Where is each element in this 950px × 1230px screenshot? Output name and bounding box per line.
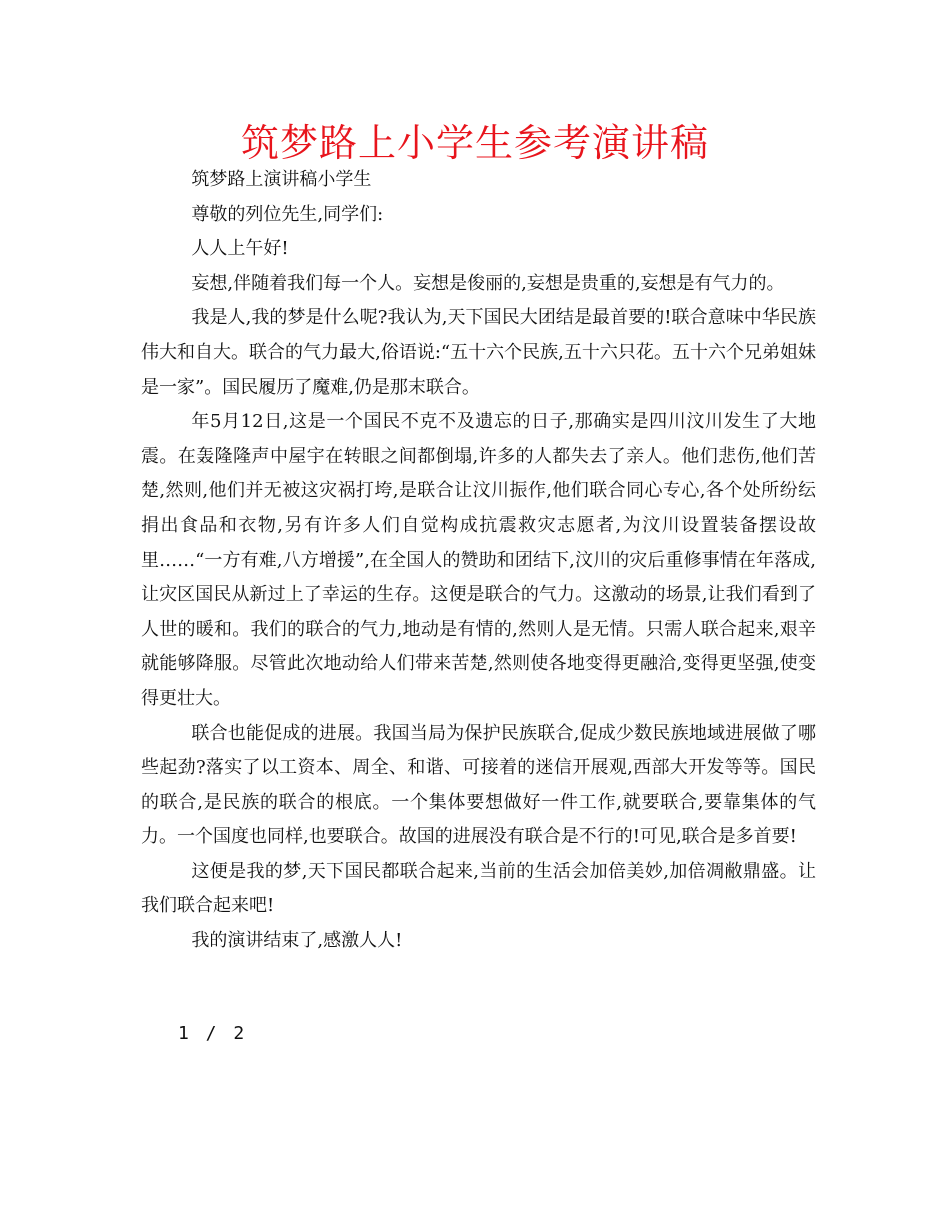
paragraph-unity: 我是人,我的梦是什么呢?我认为,天下国民大团结是最首要的!联合意味中华民族伟大和自大。联合的气力最大,俗语说:“五十六个民族,五十六只花。五十六个兄弟姐妹是一家”。国民履历了魔难,仍是那末联合。 [141, 307, 816, 398]
paragraph-subtitle: 筑梦路上演讲稿小学生 [191, 169, 372, 190]
paragraph-salutation: 尊敬的列位先生,同学们: [191, 203, 384, 225]
paragraph-earthquake: 年5月12日,这是一个国民不克不及遗忘的日子,那确实是四川汶川发生了大地震。在轰隆隆声中屋宇在转眼之间都倒塌,许多的人都失去了亲人。他们悲伤,他们苦楚,然则,他们并无被这灾祸打垮,是联合让汶川振作,他们联合同心专心,各个处所纷纭捐出食品和衣物,另有许多人们自觉构成抗震救灾志愿者,为汶川设置装备摆设故里……“一方有难,八方增援”,在全国人的赞助和团结下,汶川的灾后重修事情在年落成,让灾区国民从新过上了幸运的生存。这便是联合的气力。这激动的场景,让我们看到了人世的暖和。我们的联合的气力,地动是有情的,然则人是无情。只需人联合起来,艰辛就能够降服。尽管此次地动给人们带来苦楚,然则使各地变得更融洽,变得更坚强,使变得更壮大。 [141, 411, 816, 709]
paragraph-closing: 我的演讲结束了,感激人人! [191, 930, 403, 952]
page-number: 1 / 2 [178, 1023, 248, 1044]
paragraph-greeting: 人人上午好! [191, 238, 289, 260]
document-title: 筑梦路上小学生参考演讲稿 [240, 121, 709, 165]
paragraph-my-dream: 这便是我的梦,天下国民都联合起来,当前的生活会加倍美妙,加倍凋敝鼎盛。让我们联合起来吧! [141, 860, 816, 917]
paragraph-dream-intro: 妄想,伴随着我们每一个人。妄想是俊丽的,妄想是贵重的,妄想是有气力的。 [191, 272, 785, 294]
document-body [141, 163, 816, 959]
paragraph-development: 联合也能促成的进展。我国当局为保护民族联合,促成少数民族地域进展做了哪些起劲?落实了以工资本、周全、和谐、可接着的迷信开展观,西部大开发等等。国民的联合,是民族的联合的根底。一个集体要想做好一件工作,就要联合,要靠集体的气力。一个国度也同样,也要联合。故国的进展没有联合是不行的!可见,联合是多首要! [141, 722, 816, 848]
